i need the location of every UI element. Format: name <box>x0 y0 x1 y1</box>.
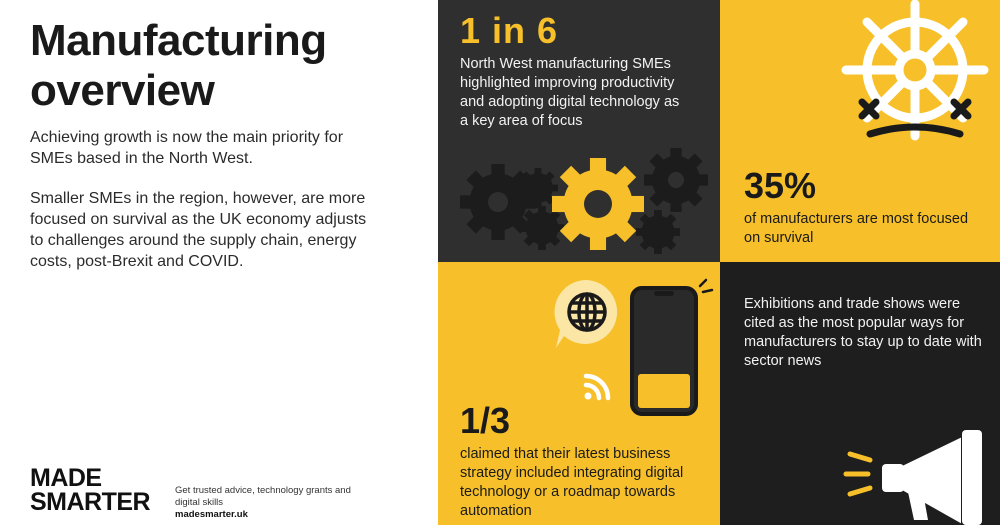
ship-wheel-icon <box>840 2 990 152</box>
megaphone-icon <box>842 430 1000 525</box>
wifi-icon <box>578 362 618 402</box>
page-title: Manufacturing overview <box>30 16 327 115</box>
logo-line-smarter: SMARTER <box>30 488 151 516</box>
intro-paragraph-growth: Achieving growth is now the main priority for SMEs based in the North West. <box>30 129 344 167</box>
logo-line-made: MADE <box>30 464 102 492</box>
stat-text-1-in-6: North West manufacturing SMEs highlighted improving productivity and adopting digital technology as a key area of focus <box>460 56 680 129</box>
website-link[interactable]: madesmarter.uk <box>175 509 248 520</box>
stat-value-35-percent: 35% <box>744 165 817 206</box>
made-smarter-logo <box>30 466 150 514</box>
stat-text-exhibitions: Exhibitions and trade shows were cited as the most popular ways for manufacturers to stay up to date with sector news <box>744 296 982 369</box>
stat-value-one-third: 1/3 <box>460 400 511 441</box>
stat-text-one-third: claimed that their latest business strategy included integrating digital technology or a roadmap towards automation <box>460 446 684 519</box>
smartphone-icon <box>626 278 716 418</box>
tagline-text: Get trusted advice, technology grants and digital skills <box>175 485 351 508</box>
left-panel <box>0 0 438 525</box>
stat-text-35-percent: of manufacturers are most focused on survival <box>744 211 969 246</box>
stat-value-1-in-6: 1 in 6 <box>460 10 559 51</box>
globe-chat-icon <box>552 278 622 350</box>
footer-tagline <box>175 485 355 521</box>
gears-icon <box>458 140 710 260</box>
intro-paragraph-survival: Smaller SMEs in the region, however, are more focused on survival as the UK economy adjusts to challenges around the supply chain, energy costs, post-Brexit and COVID. <box>30 190 367 270</box>
